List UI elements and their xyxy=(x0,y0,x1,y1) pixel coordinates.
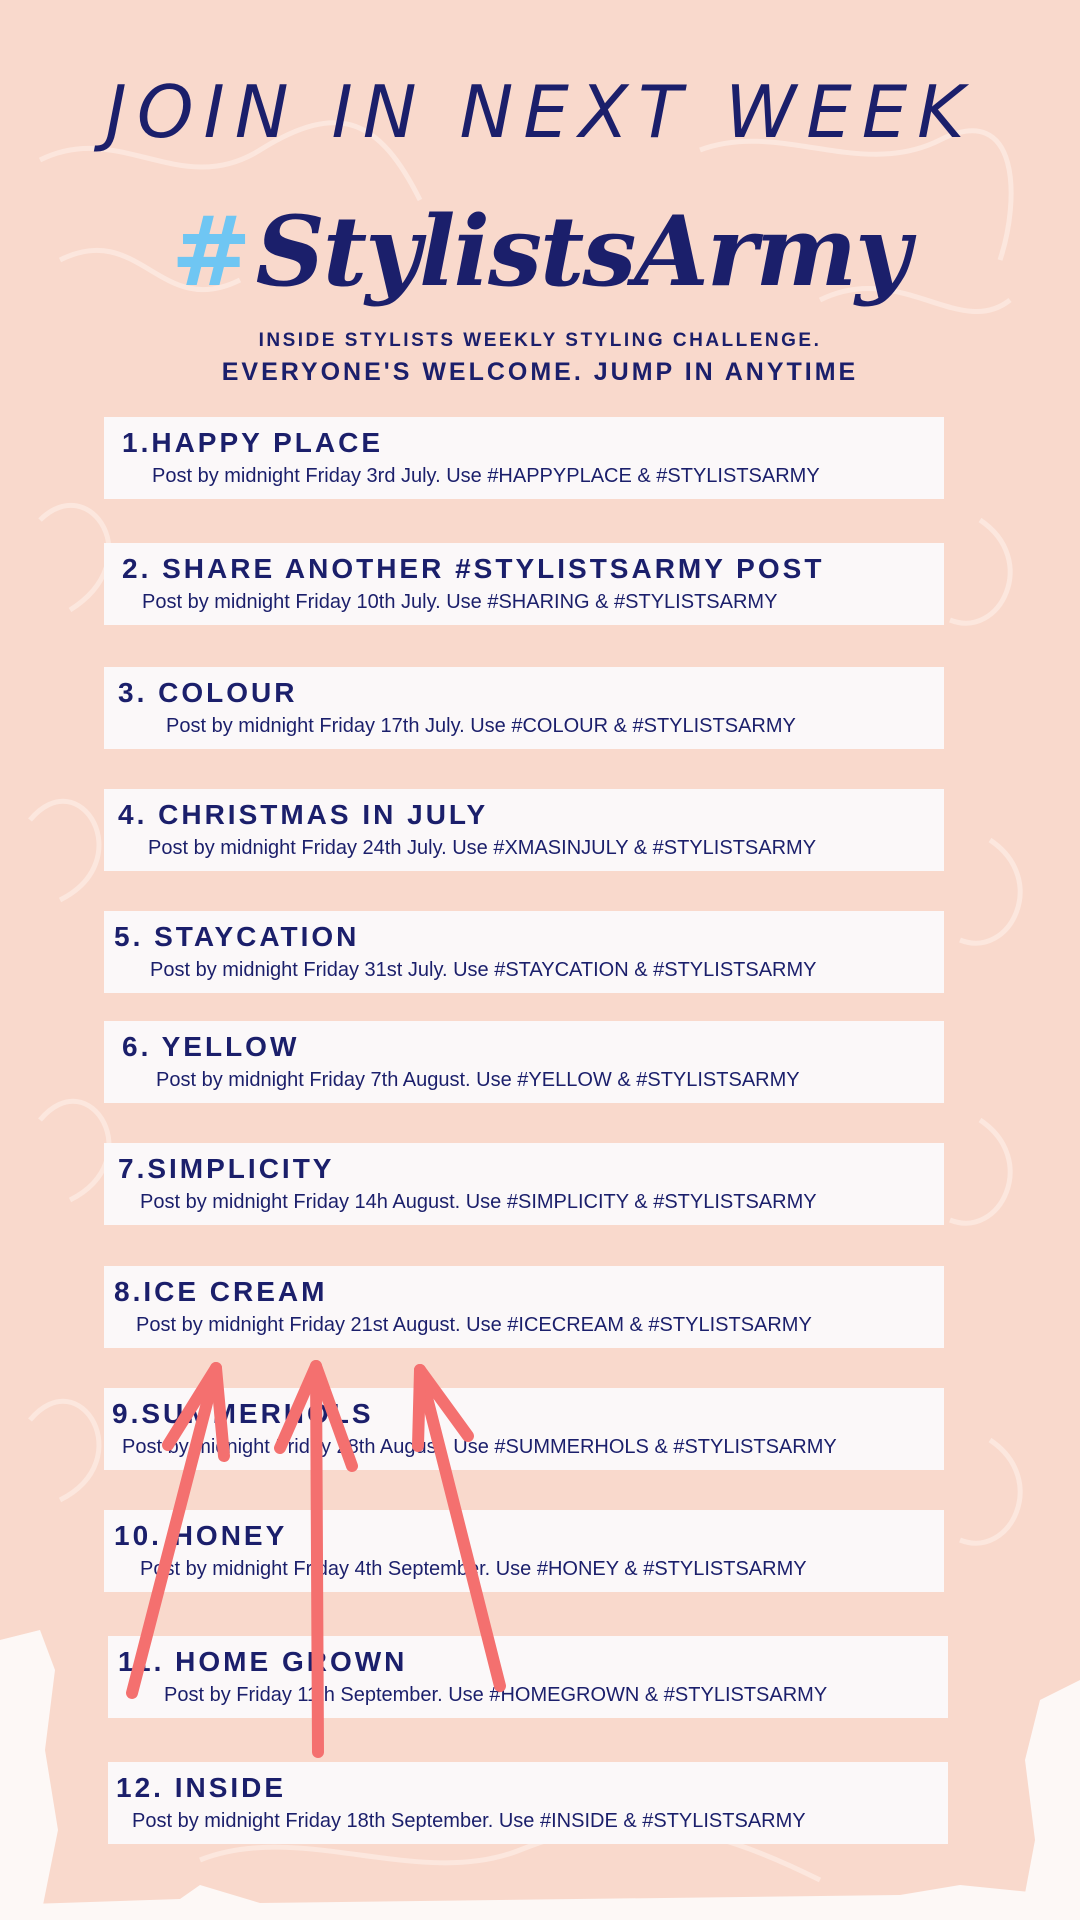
challenge-title: 3. COLOUR xyxy=(118,677,298,708)
brush-edge-bottom xyxy=(0,1885,1080,1920)
challenge-title: 4. CHRISTMAS IN JULY xyxy=(118,799,489,830)
hash-symbol: # xyxy=(171,195,250,308)
brush-edge-left xyxy=(0,1630,60,1920)
challenge-title: 10. HONEY xyxy=(114,1520,288,1551)
challenge-title: 1.HAPPY PLACE xyxy=(122,427,383,458)
challenge-detail: Post by midnight Friday 10th July. Use #SHARING & #STYLISTSARMY xyxy=(142,591,778,613)
brand-name: StylistsArmy xyxy=(255,195,909,308)
challenge-card-4 xyxy=(104,789,944,871)
challenge-detail: Post by midnight Friday 31st July. Use #STAYCATION & #STYLISTSARMY xyxy=(150,959,817,981)
challenge-card-11 xyxy=(108,1636,948,1718)
challenge-detail: Post by midnight Friday 3rd July. Use #HAPPYPLACE & #STYLISTSARMY xyxy=(152,465,820,487)
challenge-detail: Post by midnight Friday 28th August. Use #SUMMERHOLS & #STYLISTSARMY xyxy=(122,1436,837,1458)
challenge-title: 9.SUMMERHOLS xyxy=(112,1398,374,1429)
challenge-detail: Post by midnight Friday 18th September. Use #INSIDE & #STYLISTSARMY xyxy=(132,1810,806,1832)
challenge-card-12 xyxy=(108,1762,948,1844)
challenge-card-5 xyxy=(104,911,944,993)
challenge-card-10 xyxy=(104,1510,944,1592)
brush-edge-right xyxy=(1010,1680,1080,1920)
challenge-detail: Post by midnight Friday 21st August. Use #ICECREAM & #STYLISTSARMY xyxy=(136,1314,812,1336)
challenge-title: 12. INSIDE xyxy=(116,1772,287,1803)
challenge-card-8 xyxy=(104,1266,944,1348)
challenge-detail: Post by midnight Friday 4th September. Use #HONEY & #STYLISTSARMY xyxy=(140,1558,807,1580)
challenge-card-3 xyxy=(104,667,944,749)
challenge-card-2 xyxy=(104,543,944,625)
challenge-title: 7.SIMPLICITY xyxy=(118,1153,335,1184)
page-title: JOIN IN NEXT WEEK xyxy=(105,70,975,154)
challenge-detail: Post by midnight Friday 17th July. Use #COLOUR & #STYLISTSARMY xyxy=(166,715,796,737)
challenge-card-9 xyxy=(104,1388,944,1470)
challenge-card-1 xyxy=(104,417,944,499)
challenge-title: 8.ICE CREAM xyxy=(114,1276,328,1307)
challenge-card-7 xyxy=(104,1143,944,1225)
challenge-title: 2. SHARE ANOTHER #STYLISTSARMY POST xyxy=(122,553,825,584)
hashtag-logo xyxy=(0,195,1080,308)
subtitle-line2: EVERYONE'S WELCOME. JUMP IN ANYTIME xyxy=(221,358,859,386)
challenge-title: 5. STAYCATION xyxy=(114,921,360,952)
challenge-detail: Post by midnight Friday 24th July. Use #XMASINJULY & #STYLISTSARMY xyxy=(148,837,817,859)
challenge-title: 11. HOME GROWN xyxy=(118,1646,408,1677)
challenge-detail: Post by midnight Friday 7th August. Use #YELLOW & #STYLISTSARMY xyxy=(156,1069,800,1091)
challenge-title: 6. YELLOW xyxy=(122,1031,300,1062)
challenge-detail: Post by midnight Friday 14h August. Use #SIMPLICITY & #STYLISTSARMY xyxy=(140,1191,817,1213)
subtitle-line1: INSIDE STYLISTS WEEKLY STYLING CHALLENGE. xyxy=(258,330,822,351)
challenge-detail: Post by Friday 11th September. Use #HOMEGROWN & #STYLISTSARMY xyxy=(164,1684,828,1706)
challenge-card-6 xyxy=(104,1021,944,1103)
